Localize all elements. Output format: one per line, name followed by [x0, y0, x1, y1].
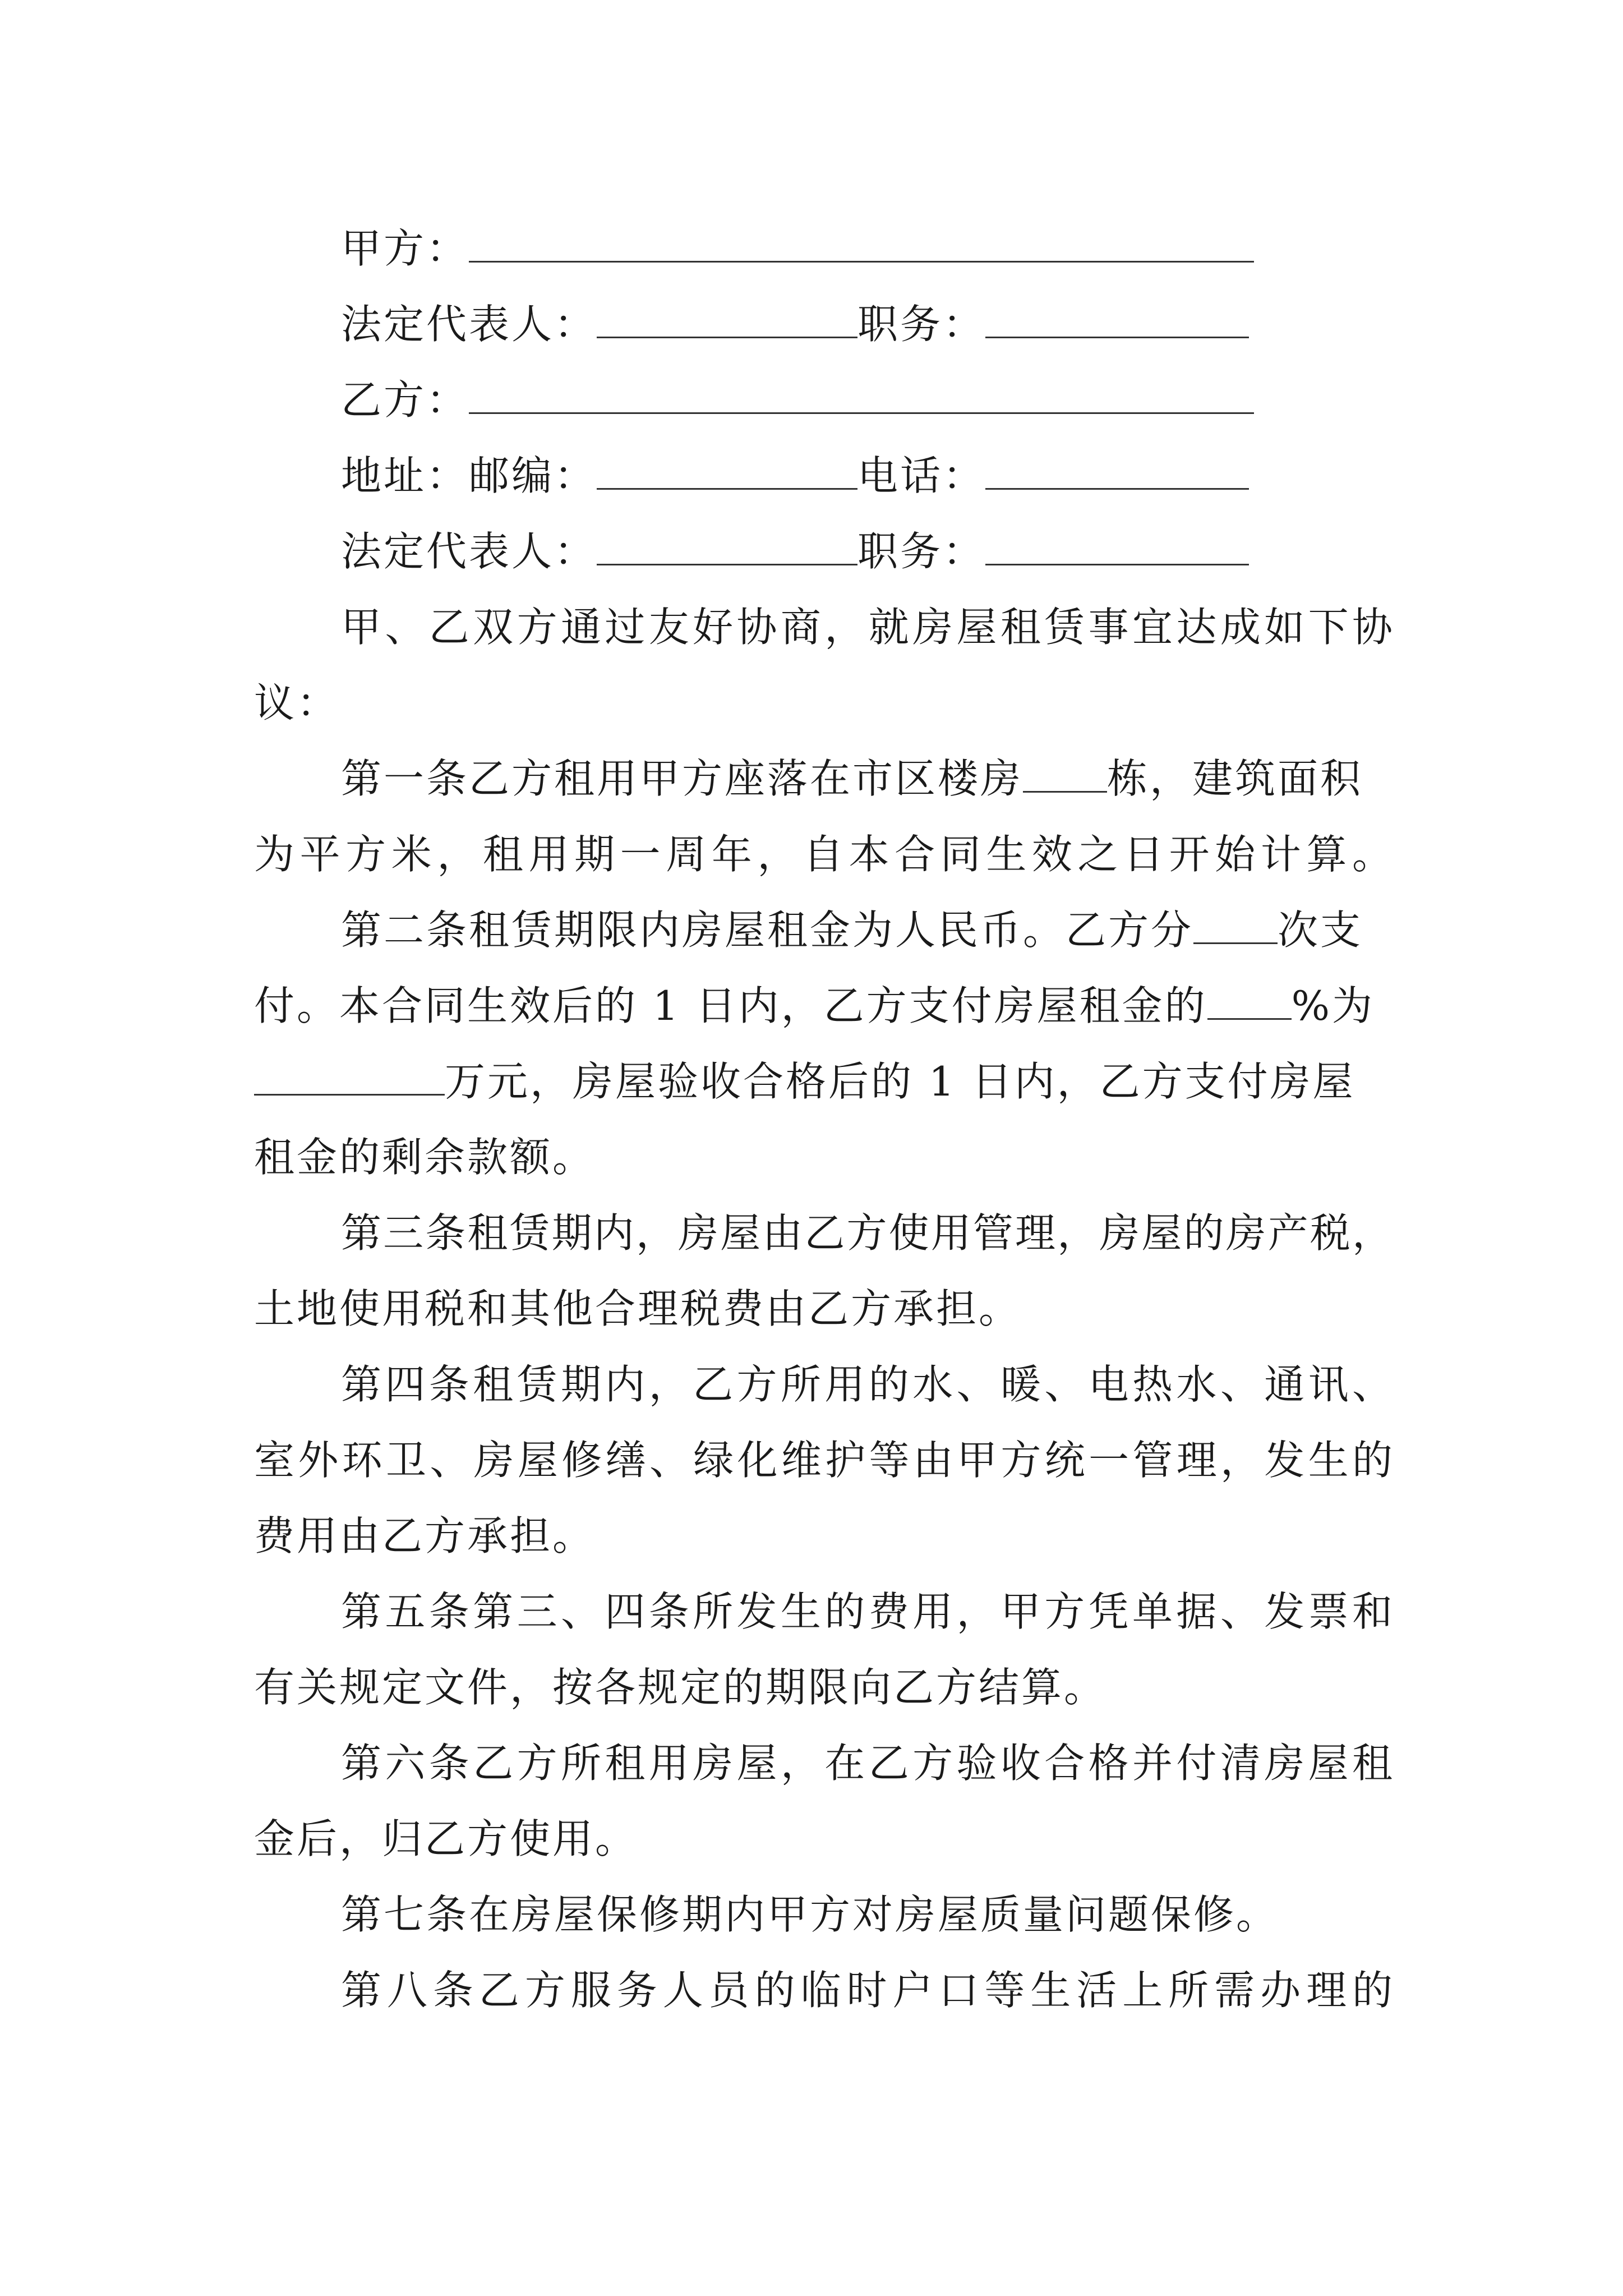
article3-line-1: 第三条租赁期内，房屋由乙方使用管理，房屋的房产税， [341, 1209, 1393, 1257]
postcode-blank [597, 449, 857, 490]
article2-line-2 [254, 968, 1393, 1044]
position-b-blank [985, 524, 1249, 565]
party-a-row [341, 210, 1393, 287]
legal-rep-a-label: 法定代表人： [341, 301, 597, 348]
article6-line-1: 第六条乙方所租用房屋，在乙方验收合格并付清房屋租 [341, 1740, 1393, 1787]
position-a-blank [985, 297, 1249, 338]
article6-line-2: 金后，归乙方使用。 [254, 1815, 638, 1862]
article5-line-2: 有关规定文件，按各规定的期限向乙方结算。 [254, 1664, 1107, 1711]
article2-line-3 [254, 1043, 1393, 1120]
article1-text-b: 栋，建筑面积 [1107, 755, 1363, 802]
article7-line-1: 第七条在房屋保修期内甲方对房屋质量问题保修。 [341, 1891, 1279, 1938]
address-row [341, 438, 1393, 514]
party-a-blank [469, 222, 1254, 263]
party-a-label: 甲方： [341, 225, 469, 272]
article2-text-d: %为 [1291, 982, 1375, 1029]
article1-line-1 [341, 740, 1393, 817]
article1-text-a: 第一条乙方租用甲方座落在市区楼房 [341, 755, 1023, 802]
installment-count-blank [1193, 903, 1278, 944]
article2-line-4: 租金的剩余款额。 [254, 1134, 596, 1181]
building-count-blank [1023, 752, 1107, 793]
legal-rep-b-blank [597, 524, 857, 565]
article2-text-c: 付。本合同生效后的 1 日内，乙方支付房屋租金的 [254, 982, 1207, 1029]
article2-text-a: 第二条租赁期限内房屋租金为人民币。乙方分 [341, 907, 1194, 954]
address-label: 地址：邮编： [341, 452, 597, 499]
phone-blank [985, 449, 1249, 490]
article2-line-1 [341, 892, 1393, 968]
party-b-label: 乙方： [341, 376, 469, 424]
legal-rep-a-row [341, 286, 1393, 362]
article8-line-1: 第八条乙方服务人员的临时户口等生活上所需办理的 [341, 1967, 1393, 2014]
article1-line-2: 为平方米，租用期一周年，自本合同生效之日开始计算。 [254, 831, 1393, 878]
article2-text-e: 万元，房屋验收合格后的 1 日内，乙方支付房屋 [445, 1058, 1355, 1105]
article4-line-2: 室外环卫、房屋修缮、绿化维护等由甲方统一管理，发生的 [254, 1437, 1393, 1484]
phone-label: 电话： [857, 452, 986, 499]
position-a-label: 职务： [857, 301, 986, 348]
percent-blank [1207, 979, 1292, 1020]
article2-text-b: 次支 [1278, 907, 1363, 954]
legal-rep-a-blank [597, 297, 857, 338]
article5-line-1: 第五条第三、四条所发生的费用，甲方凭单据、发票和 [341, 1588, 1393, 1635]
article4-line-3: 费用由乙方承担。 [254, 1512, 596, 1559]
position-b-label: 职务： [857, 528, 986, 575]
legal-rep-b-label: 法定代表人： [341, 528, 597, 575]
party-b-blank [469, 373, 1254, 414]
amount-blank [254, 1055, 445, 1096]
intro-line-2: 议： [254, 679, 340, 726]
intro-line-1: 甲、乙双方通过友好协商，就房屋租赁事宜达成如下协 [341, 604, 1393, 651]
legal-rep-b-row [341, 513, 1393, 590]
article3-line-2: 土地使用税和其他合理税费由乙方承担。 [254, 1285, 1022, 1332]
article4-line-1: 第四条租赁期内，乙方所用的水、暖、电热水、通讯、 [341, 1361, 1393, 1408]
party-b-row [341, 362, 1393, 438]
